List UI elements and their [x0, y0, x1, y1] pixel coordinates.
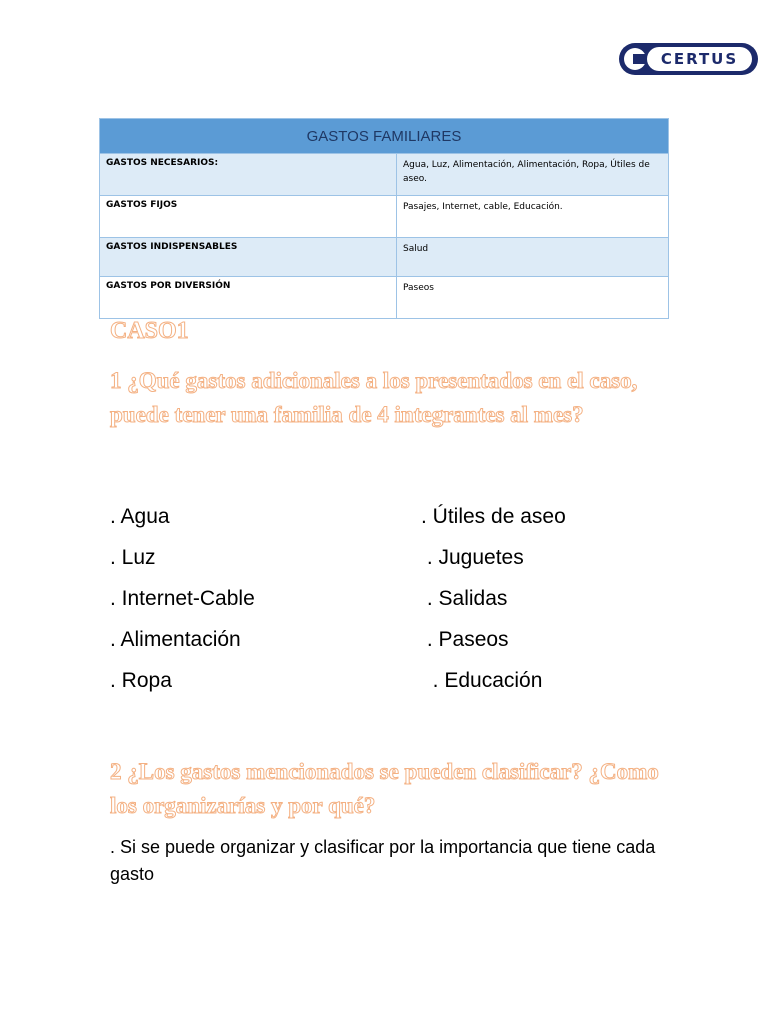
list-item: . Ropa [110, 669, 172, 692]
table-row [100, 196, 669, 238]
table-title: GASTOS FAMILIARES [100, 119, 669, 154]
list-item: . Luz [110, 546, 156, 569]
list-item: . Educación [421, 669, 543, 692]
row-value: Agua, Luz, Alimentación, Alimentación, Ropa, Útiles de aseo. [397, 154, 669, 196]
logo-pill [647, 47, 752, 71]
logo-text: CERTUS [660, 50, 739, 68]
question-1: 1 ¿Qué gastos adicionales a los presentados en el caso, puede tener una familia de 4 integrantes al mes? [110, 368, 638, 427]
row-label: GASTOS POR DIVERSIÓN [100, 277, 397, 319]
row-value: Pasajes, Internet, cable, Educación. [397, 196, 669, 238]
case-title: CASO1 [110, 318, 189, 344]
row-label: GASTOS FIJOS [100, 196, 397, 238]
expenses-list-right [421, 503, 566, 708]
list-item: . Alimentación [110, 628, 241, 651]
logo-c-notch [633, 54, 647, 64]
table-row [100, 154, 669, 196]
table-row [100, 238, 669, 277]
table-row [100, 277, 669, 319]
list-item: . Útiles de aseo [421, 505, 566, 528]
certus-logo [619, 43, 758, 75]
list-item: . Paseos [421, 628, 509, 651]
list-item: . Internet-Cable [110, 587, 255, 610]
question-2: 2 ¿Los gastos mencionados se pueden clasificar? ¿Como los organizarías y por qué? [110, 759, 659, 818]
answer-2: . Si se puede organizar y clasificar por la importancia que tiene cada gasto [110, 837, 656, 884]
expenses-list-left [110, 503, 255, 708]
row-label: GASTOS INDISPENSABLES [100, 238, 397, 277]
list-item: . Juguetes [421, 546, 524, 569]
expenses-table [99, 118, 669, 319]
row-label: GASTOS NECESARIOS: [100, 154, 397, 196]
row-value: Paseos [397, 277, 669, 319]
list-item: . Salidas [421, 587, 508, 610]
row-value: Salud [397, 238, 669, 277]
list-item: . Agua [110, 505, 170, 528]
